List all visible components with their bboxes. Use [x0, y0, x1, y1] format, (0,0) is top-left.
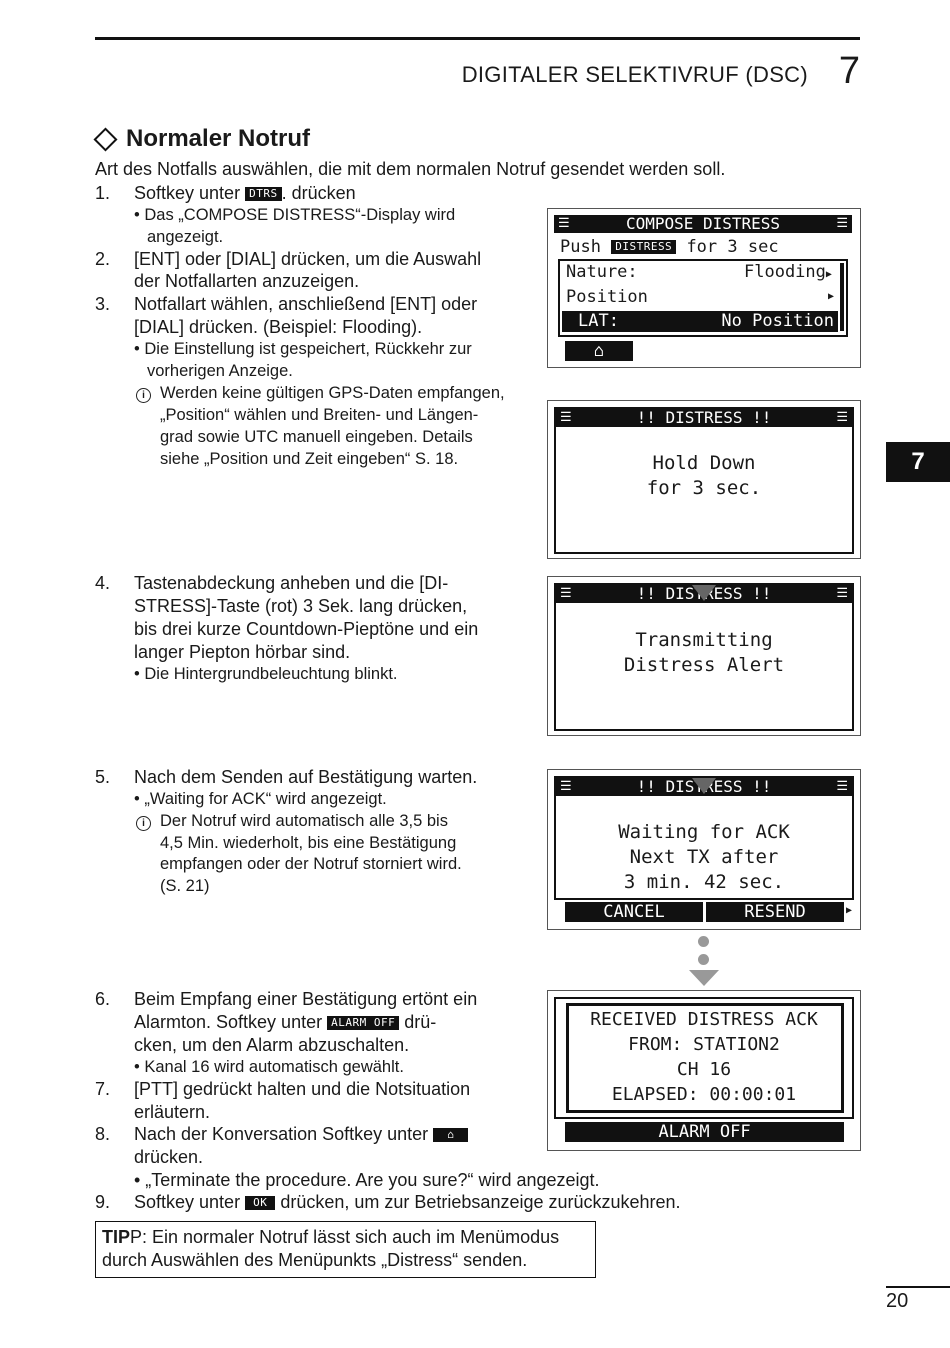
distress-key-label: DISTRESS	[611, 240, 676, 254]
step-text: Softkey unter	[134, 183, 241, 203]
flow-arrow-icon	[689, 970, 719, 986]
step-text: bis drei kurze Countdown-Pieptöne und ein	[134, 619, 479, 639]
screen-transmitting	[547, 576, 861, 736]
info-text: (S. 21)	[160, 877, 210, 895]
arrow-right-icon: ▶	[846, 905, 853, 916]
page-number: 20	[886, 1290, 909, 1312]
screen-title: !! DISTRESS !!	[636, 777, 772, 796]
step-number: 5.	[95, 767, 111, 787]
step-text: Softkey unter	[134, 1192, 241, 1212]
step-text-line	[134, 1191, 681, 1214]
step-text: drücken, um zur Betriebsanzeige zurückzukehren.	[280, 1192, 681, 1212]
chapter-title: DIGITALER SELEKTIVRUF (DSC)	[461, 62, 808, 87]
flow-dot	[698, 936, 709, 947]
menu-icon: ☰	[836, 586, 848, 601]
menu-icon: ☰	[836, 410, 848, 425]
bullet-cont: angezeigt.	[147, 228, 224, 246]
message-line: CH 16	[676, 1059, 732, 1080]
bullet: • Die Hintergrundbeleuchtung blinkt.	[134, 665, 398, 683]
step-text: . drücken	[281, 183, 356, 203]
step-text: erläutern.	[134, 1102, 211, 1122]
tip-text: durch Auswählen des Menüpunkts „Distress“ senden.	[102, 1250, 528, 1270]
info-text: Der Notruf wird automatisch alle 3,5 bis	[160, 812, 448, 830]
diamond-icon	[93, 127, 117, 151]
screen-title: COMPOSE DISTRESS	[625, 214, 781, 233]
info-text: siehe „Position und Zeit eingeben“ S. 18.	[160, 450, 459, 468]
tx-indicator-icon	[692, 778, 716, 794]
step-1-text	[134, 182, 356, 205]
step-text-line	[134, 1123, 468, 1146]
chapter-tab: 7	[886, 442, 950, 482]
push-text: Push	[560, 237, 601, 257]
step-number: 4.	[95, 573, 111, 593]
home-softkey-icon: ⌂	[433, 1128, 468, 1142]
bullet: • Kanal 16 wird automatisch gewählt.	[134, 1058, 404, 1076]
header-rule	[95, 37, 860, 40]
lat-label: LAT:	[578, 311, 619, 331]
step-text: STRESS]-Taste (rot) 3 Sek. lang drücken,	[134, 596, 468, 616]
nature-label: Nature:	[566, 262, 638, 282]
position-label[interactable]: Position	[566, 287, 648, 307]
step-text: Nach der Konversation Softkey unter	[134, 1124, 429, 1144]
step-number: 9.	[95, 1192, 111, 1212]
cancel-softkey[interactable]: CANCEL	[565, 902, 703, 922]
tip-label: TIP	[102, 1227, 131, 1247]
info-text: grad sowie UTC manuell eingeben. Details	[160, 428, 473, 446]
screen-compose-distress	[547, 208, 861, 368]
screen-message	[556, 451, 852, 501]
alarm-off-softkey[interactable]: ALARM OFF	[565, 1122, 844, 1142]
push-text: for 3 sec	[686, 237, 779, 257]
step-text: drü-	[404, 1012, 437, 1032]
section-heading	[95, 125, 310, 153]
step-text: Alarmton. Softkey unter	[134, 1012, 323, 1032]
screen-title-bar	[554, 215, 852, 233]
scrollbar[interactable]	[840, 263, 844, 331]
message-line: Distress Alert	[623, 654, 785, 676]
step-text: Nach dem Senden auf Bestätigung warten.	[134, 767, 478, 787]
menu-icon: ☰	[560, 779, 572, 794]
step-number: 8.	[95, 1124, 111, 1144]
lat-value: No Position	[721, 311, 834, 331]
home-softkey[interactable]	[565, 341, 633, 361]
screen-title-bar	[556, 409, 852, 427]
tip-text: P: Ein normaler Notruf lässt sich auch im Menümodus	[130, 1227, 560, 1247]
message-line: Hold Down	[652, 452, 756, 474]
step-text: [DIAL] drücken. (Beispiel: Flooding).	[134, 317, 423, 337]
bullet-cont: vorherigen Anzeige.	[147, 362, 293, 380]
screen-message	[556, 628, 852, 678]
step-text: Tastenabdeckung anheben und die [DI-	[134, 573, 449, 593]
info-icon: i	[136, 813, 151, 831]
step-number: 1.	[95, 183, 111, 203]
menu-icon: ☰	[560, 586, 572, 601]
menu-icon: ☰	[558, 216, 570, 231]
message-line: 3 min. 42 sec.	[623, 871, 785, 893]
message-line: Waiting for ACK	[618, 821, 790, 843]
nature-value-text: Flooding	[744, 262, 826, 282]
step-number: 6.	[95, 989, 111, 1009]
menu-icon: ☰	[560, 410, 572, 425]
message-line: Next TX after	[629, 846, 779, 868]
push-line	[560, 237, 779, 257]
step-text: cken, um den Alarm abzuschalten.	[134, 1035, 410, 1055]
message-line: for 3 sec.	[646, 477, 762, 499]
menu-icon: ☰	[836, 779, 848, 794]
bullet: • Das „COMPOSE DISTRESS“-Display wird	[134, 206, 456, 224]
step-text: Notfallart wählen, anschließend [ENT] oder	[134, 294, 478, 314]
home-icon: ⌂	[593, 341, 605, 361]
arrow-right-icon: ▶	[825, 269, 832, 280]
step-number: 7.	[95, 1079, 111, 1099]
step-text: langer Piepton hörbar sind.	[134, 642, 351, 662]
section-title: Normaler Notruf	[126, 125, 311, 152]
tip-box	[95, 1221, 596, 1278]
bullet: • Die Einstellung ist gespeichert, Rückkehr zur	[134, 340, 472, 358]
screen-received-ack	[547, 990, 861, 1151]
screen-waiting-ack	[547, 769, 861, 930]
footer-rule	[886, 1286, 950, 1288]
section-intro: Art des Notfalls auswählen, die mit dem normalen Notruf gesendet werden soll.	[95, 159, 726, 179]
info-text: empfangen oder der Notruf storniert wird.	[160, 855, 462, 873]
softkey-label: OK	[245, 1196, 275, 1210]
step-text: [ENT] oder [DIAL] drücken, um die Auswahl	[134, 249, 482, 269]
step-text-line	[134, 1011, 436, 1034]
screen-hold-down	[547, 400, 861, 559]
info-icon: i	[136, 385, 151, 403]
message-line: ELAPSED: 00:00:01	[611, 1084, 797, 1105]
lat-row-selected[interactable]	[562, 311, 838, 332]
chapter-number: 7	[838, 50, 860, 92]
arrow-right-icon: ▶	[828, 291, 835, 302]
step-number: 2.	[95, 249, 111, 269]
screen-message	[556, 1007, 852, 1107]
tx-indicator-icon	[692, 585, 716, 601]
screen-title: !! DISTRESS !!	[636, 584, 772, 603]
message-line: RECEIVED DISTRESS ACK	[590, 1009, 818, 1030]
message-line: Transmitting	[635, 629, 773, 651]
step-text: Beim Empfang einer Bestätigung ertönt ein	[134, 989, 478, 1009]
screen-title: !! DISTRESS !!	[636, 408, 772, 427]
nature-value[interactable]	[744, 262, 832, 282]
step-number: 3.	[95, 294, 111, 314]
step-text: drücken.	[134, 1147, 204, 1167]
bullet: • „Terminate the procedure. Are you sure?“ wird angezeigt.	[134, 1170, 600, 1190]
bullet: • „Waiting for ACK“ wird angezeigt.	[134, 790, 387, 808]
softkey-label: ALARM OFF	[327, 1016, 399, 1030]
message-line: FROM: STATION2	[628, 1034, 780, 1055]
screen-message	[556, 820, 852, 895]
flow-dot	[698, 954, 709, 965]
softkey-label: DTRS	[245, 187, 282, 201]
menu-icon: ☰	[836, 216, 848, 231]
step-text: der Notfallarten anzuzeigen.	[134, 271, 360, 291]
step-text: [PTT] gedrückt halten und die Notsituation	[134, 1079, 471, 1099]
info-text: Werden keine gültigen GPS-Daten empfangen,	[160, 384, 505, 402]
resend-softkey[interactable]: RESEND	[706, 902, 844, 922]
info-text: 4,5 Min. wiederholt, bis eine Bestätigung	[160, 834, 457, 852]
tip-line	[102, 1226, 559, 1249]
info-text: „Position“ wählen und Breiten- und Längen-	[160, 406, 479, 424]
